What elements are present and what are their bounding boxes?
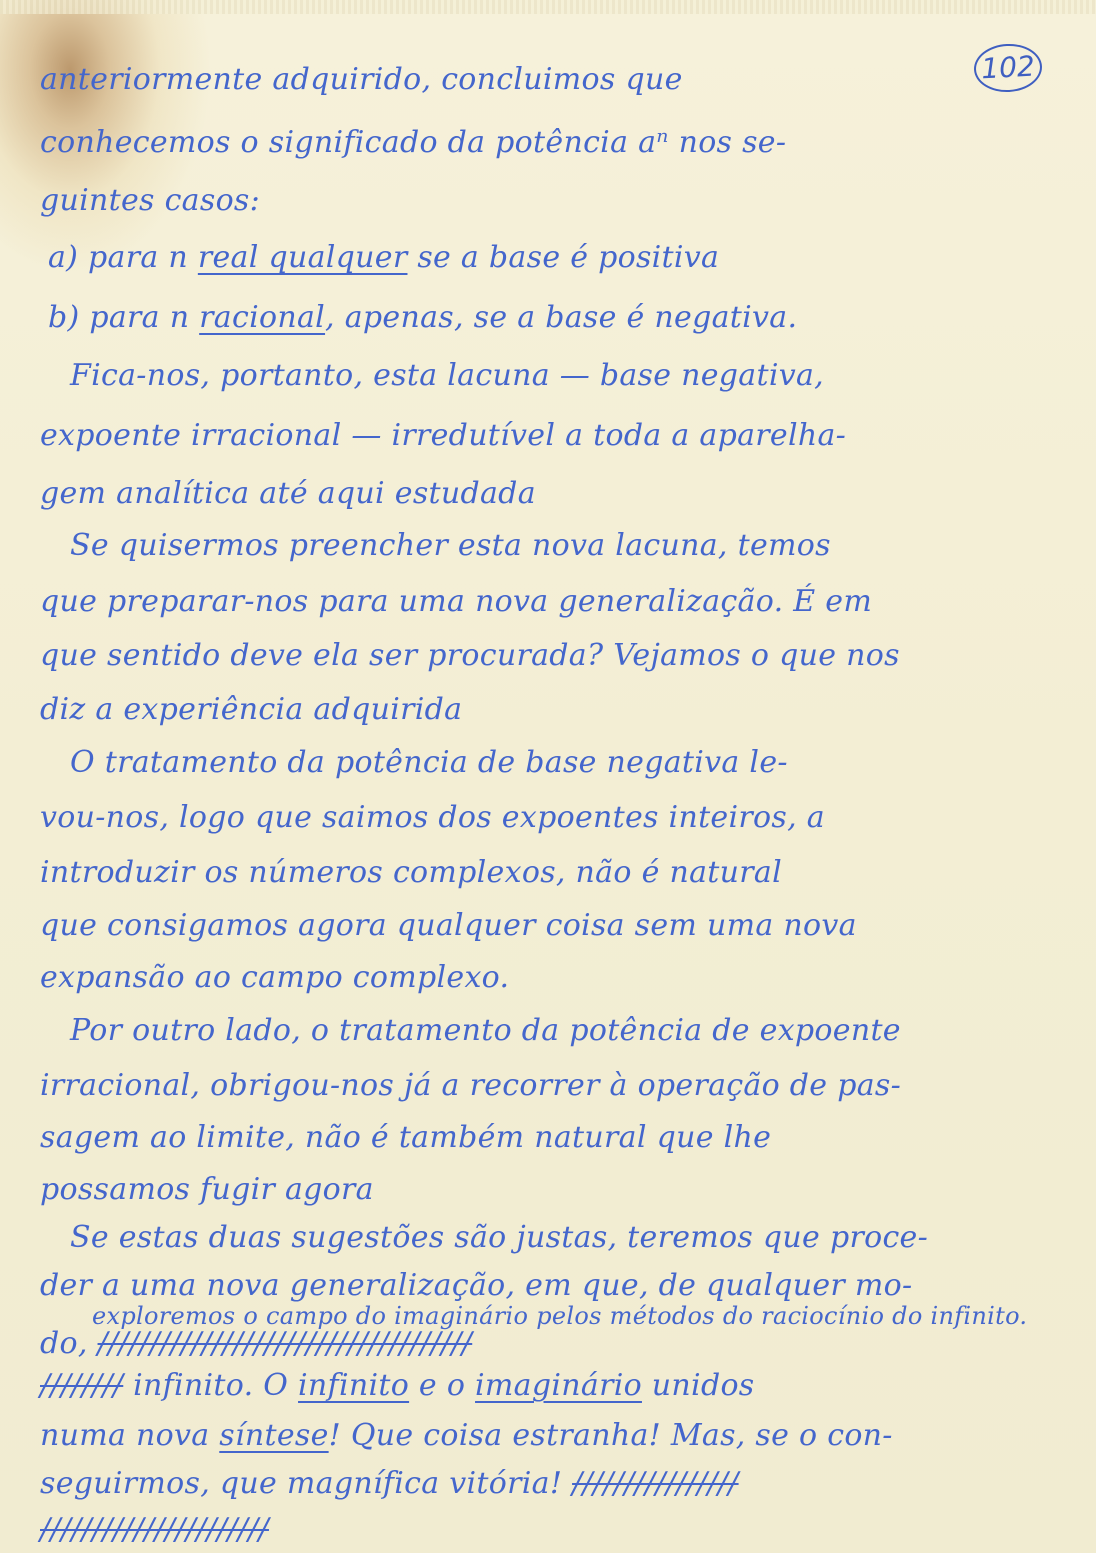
text-line: vou-nos, logo que saimos dos expoentes inteiros, a bbox=[40, 800, 825, 835]
text-line-infinito: //////// infinito. O infinito e o imaginário unidos bbox=[40, 1368, 755, 1403]
underlined-racional: racional bbox=[199, 300, 326, 335]
text-line: O tratamento da potência de base negativa le- bbox=[70, 745, 788, 780]
inserted-text-line: exploremos o campo do imaginário pelos métodos do raciocínio do infinito. bbox=[92, 1302, 1028, 1330]
underlined-infinito: infinito bbox=[298, 1368, 410, 1403]
text-line-a: a) para n real qualquer se a base é positiva bbox=[48, 240, 720, 275]
page-number: 102 bbox=[973, 42, 1043, 93]
text-line: que consigamos agora qualquer coisa sem uma nova bbox=[40, 908, 857, 943]
text-line: der a uma nova generalização, em que, de qualquer mo- bbox=[40, 1268, 913, 1303]
text-line: Fica-nos, portanto, esta lacuna — base negativa, bbox=[70, 358, 825, 393]
text-line: possamos fugir agora bbox=[40, 1172, 374, 1207]
text-line-struck: do, //////////////////////////////////// bbox=[40, 1326, 473, 1361]
struck-text: //////////////// bbox=[572, 1466, 739, 1501]
text-line: sagem ao limite, não é também natural que lhe bbox=[40, 1120, 772, 1155]
text-line-struck-final bbox=[40, 1512, 269, 1547]
underlined-real-qualquer: real qualquer bbox=[197, 240, 408, 275]
text-line-sintese: numa nova síntese! Que coisa estranha! Mas, se o con- bbox=[40, 1418, 893, 1453]
text-line: expoente irracional — irredutível a toda a aparelha- bbox=[40, 418, 847, 453]
text-line: introduzir os números complexos, não é natural bbox=[40, 855, 782, 890]
text-line: Por outro lado, o tratamento da potência de expoente bbox=[70, 1013, 901, 1048]
struck-text: //////// bbox=[40, 1368, 124, 1403]
text-line-vitoria: seguirmos, que magnífica vitória! //////////////// bbox=[40, 1466, 739, 1501]
text-line: irracional, obrigou-nos já a recorrer à operação de pas- bbox=[40, 1068, 902, 1103]
text-line: Se estas duas sugestões são justas, teremos que proce- bbox=[70, 1220, 929, 1255]
text-line: anteriormente adquirido, concluimos que bbox=[40, 62, 683, 97]
text-line: conhecemos o significado da potência aⁿ nos se- bbox=[40, 125, 787, 160]
text-line: diz a experiência adquirida bbox=[40, 692, 463, 727]
underlined-imaginario: imaginário bbox=[475, 1368, 642, 1403]
struck-text: //////////////////////////////////// bbox=[97, 1326, 473, 1361]
text-line: guintes casos: bbox=[40, 183, 261, 218]
underlined-sintese: síntese bbox=[219, 1418, 329, 1453]
text-line-b: b) para n racional, apenas, se a base é negativa. bbox=[48, 300, 798, 335]
text-line: que sentido deve ela ser procurada? Vejamos o que nos bbox=[40, 638, 900, 673]
text-line: gem analítica até aqui estudada bbox=[40, 476, 536, 511]
text-line: Se quisermos preencher esta nova lacuna, temos bbox=[70, 528, 831, 563]
text-line: que preparar-nos para uma nova generalização. É em bbox=[40, 584, 873, 619]
text-line: expansão ao campo complexo. bbox=[40, 960, 510, 995]
struck-text: ////////////////////// bbox=[40, 1512, 269, 1547]
